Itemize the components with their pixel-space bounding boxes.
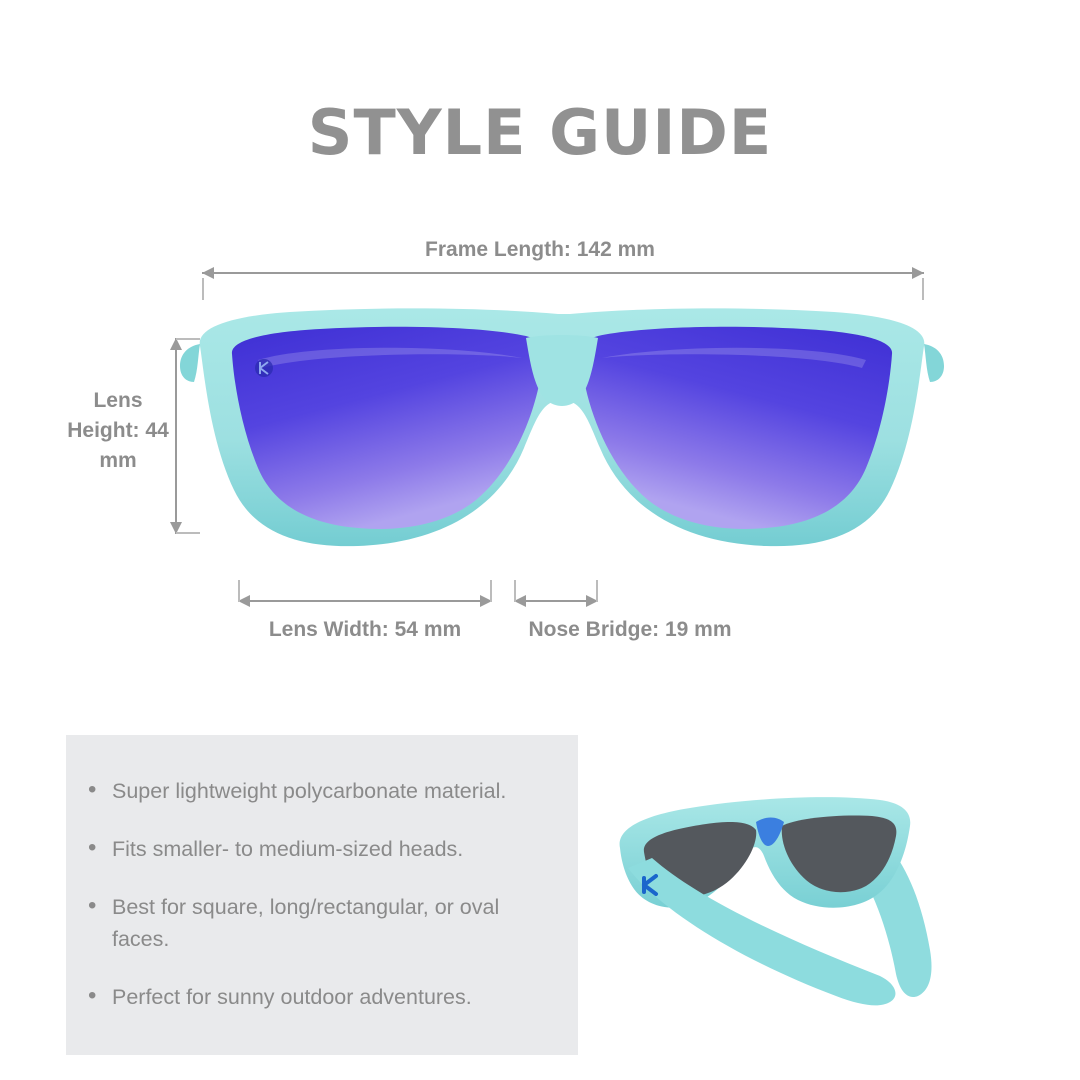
frame-length-tick-left <box>202 278 204 300</box>
nose-bridge-arrow <box>514 600 598 602</box>
frame-length-arrow <box>202 272 924 274</box>
page-title: STYLE GUIDE <box>307 96 773 169</box>
bullet-icon: • <box>88 982 97 1009</box>
feature-text: Best for square, long/rectangular, or oval faces. <box>112 895 500 951</box>
lens-width-arrow <box>238 600 492 602</box>
feature-text: Fits smaller- to medium-sized heads. <box>112 837 464 861</box>
lens-width-label: Lens Width: 54 mm <box>268 618 462 641</box>
feature-text: Super lightweight polycarbonate material. <box>112 779 507 803</box>
list-item <box>88 833 544 865</box>
sunglasses-rear-view <box>600 760 960 1040</box>
bullet-icon: • <box>88 834 97 861</box>
lens-width-tick-left <box>238 580 240 602</box>
bullet-icon: • <box>88 892 97 919</box>
lens-width-tick-right <box>490 580 492 602</box>
frame-length-tick-right <box>922 278 924 300</box>
sunglasses-rear-svg <box>600 760 960 1040</box>
sunglasses-front-svg <box>170 300 950 560</box>
feature-text: Perfect for sunny outdoor adventures. <box>112 985 472 1009</box>
left-temple-hinge <box>180 344 200 382</box>
lens-height-label: Lens Height: 44 mm <box>67 389 169 472</box>
nose-bridge-tick-left <box>514 580 516 602</box>
brand-logo-icon <box>255 359 273 377</box>
nose-bridge-label: Nose Bridge: 19 mm <box>528 618 732 641</box>
bullet-icon: • <box>88 776 97 803</box>
list-item <box>88 891 544 955</box>
features-panel <box>66 735 578 1055</box>
right-temple-hinge <box>924 344 944 382</box>
nose-bridge-tick-right <box>596 580 598 602</box>
frame-length-label: Frame Length: 142 mm <box>425 238 655 261</box>
list-item <box>88 981 544 1013</box>
sunglasses-front-view <box>170 300 950 560</box>
list-item <box>88 775 544 807</box>
